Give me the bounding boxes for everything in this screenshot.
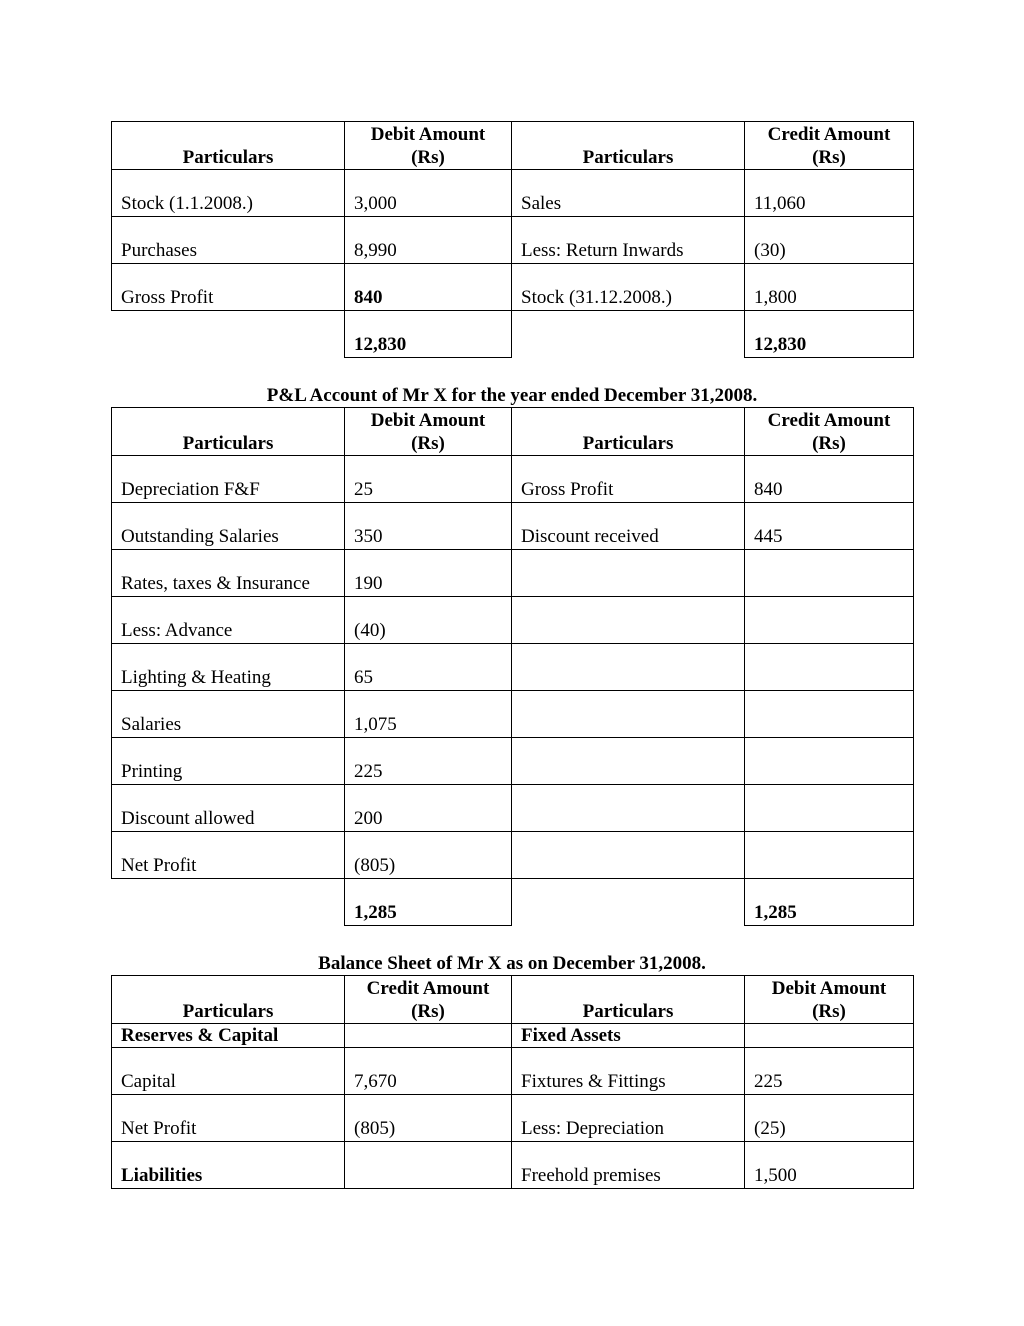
pl-account-title: P&L Account of Mr X for the year ended December 31,2008. [266, 385, 758, 406]
total-row [112, 879, 914, 926]
cell: 840 [345, 264, 512, 311]
cell: 840 [745, 456, 914, 503]
cell: Less: Depreciation [512, 1095, 745, 1142]
section-reserves-capital: Reserves & Capital [112, 1024, 345, 1048]
cell [745, 597, 914, 644]
cell: (805) [345, 1095, 512, 1142]
col-header-particulars: Particulars [512, 408, 745, 456]
empty-cell [112, 311, 345, 358]
cell [512, 644, 745, 691]
cell: Sales [512, 170, 745, 217]
table-row [112, 1095, 914, 1142]
cell: (40) [345, 597, 512, 644]
cell [745, 644, 914, 691]
cell [512, 738, 745, 785]
pl-account-table [111, 407, 914, 926]
table-row [112, 456, 914, 503]
cell [745, 691, 914, 738]
col-header-credit: Credit Amount (Rs) [745, 122, 914, 170]
cell [345, 1142, 512, 1189]
trading-account-table [111, 121, 914, 358]
cell: 25 [345, 456, 512, 503]
cell: 65 [345, 644, 512, 691]
cell: Printing [112, 738, 345, 785]
cell: 1,800 [745, 264, 914, 311]
cell: 3,000 [345, 170, 512, 217]
empty-cell [345, 1024, 512, 1048]
col-header-particulars: Particulars [512, 122, 745, 170]
empty-cell [745, 1024, 914, 1048]
total-row [112, 311, 914, 358]
cell: 11,060 [745, 170, 914, 217]
cell [745, 550, 914, 597]
section-row [112, 1024, 914, 1048]
cell: 445 [745, 503, 914, 550]
cell: (805) [345, 832, 512, 879]
table-row [112, 264, 914, 311]
cell: 350 [345, 503, 512, 550]
empty-cell [512, 311, 745, 358]
section-fixed-assets: Fixed Assets [512, 1024, 745, 1048]
total-credit: 1,285 [745, 879, 914, 926]
table-row [112, 738, 914, 785]
cell: Stock (1.1.2008.) [112, 170, 345, 217]
cell: Gross Profit [512, 456, 745, 503]
table-row [112, 691, 914, 738]
balance-sheet-table [111, 975, 914, 1189]
cell: 1,075 [345, 691, 512, 738]
col-header-particulars: Particulars [112, 122, 345, 170]
table-header-row [112, 122, 914, 170]
cell [745, 738, 914, 785]
col-header-credit: Credit Amount (Rs) [345, 976, 512, 1024]
empty-cell [512, 879, 745, 926]
cell: (30) [745, 217, 914, 264]
cell: 7,670 [345, 1048, 512, 1095]
table-row [112, 832, 914, 879]
cell: Lighting & Heating [112, 644, 345, 691]
cell: 1,500 [745, 1142, 914, 1189]
table-header-row [112, 408, 914, 456]
cell [512, 832, 745, 879]
cell [745, 785, 914, 832]
cell: Rates, taxes & Insurance [112, 550, 345, 597]
empty-cell [112, 879, 345, 926]
cell [745, 832, 914, 879]
cell: Gross Profit [112, 264, 345, 311]
table-row [112, 785, 914, 832]
table-row [112, 644, 914, 691]
table-row [112, 597, 914, 644]
cell: Less: Advance [112, 597, 345, 644]
cell: 8,990 [345, 217, 512, 264]
cell: Fixtures & Fittings [512, 1048, 745, 1095]
balance-sheet-title: Balance Sheet of Mr X as on December 31,2008. [318, 953, 706, 974]
total-debit: 12,830 [345, 311, 512, 358]
table-row [112, 1142, 914, 1189]
cell: Discount allowed [112, 785, 345, 832]
cell [512, 550, 745, 597]
cell: Purchases [112, 217, 345, 264]
col-header-debit: Debit Amount (Rs) [345, 122, 512, 170]
cell: Discount received [512, 503, 745, 550]
col-header-debit: Debit Amount (Rs) [745, 976, 914, 1024]
col-header-credit: Credit Amount (Rs) [745, 408, 914, 456]
cell: Net Profit [112, 832, 345, 879]
cell: Net Profit [112, 1095, 345, 1142]
col-header-particulars: Particulars [112, 976, 345, 1024]
col-header-debit: Debit Amount (Rs) [345, 408, 512, 456]
total-credit: 12,830 [745, 311, 914, 358]
cell [512, 785, 745, 832]
cell: Capital [112, 1048, 345, 1095]
cell [512, 597, 745, 644]
cell: Liabilities [112, 1142, 345, 1189]
table-row [112, 550, 914, 597]
cell: Less: Return Inwards [512, 217, 745, 264]
table-row [112, 170, 914, 217]
cell: Salaries [112, 691, 345, 738]
table-row [112, 1048, 914, 1095]
cell: Depreciation F&F [112, 456, 345, 503]
total-debit: 1,285 [345, 879, 512, 926]
cell: 225 [345, 738, 512, 785]
cell: 200 [345, 785, 512, 832]
cell: Stock (31.12.2008.) [512, 264, 745, 311]
cell: 190 [345, 550, 512, 597]
col-header-particulars: Particulars [512, 976, 745, 1024]
table-row [112, 503, 914, 550]
cell: Freehold premises [512, 1142, 745, 1189]
cell: (25) [745, 1095, 914, 1142]
cell: 225 [745, 1048, 914, 1095]
cell [512, 691, 745, 738]
table-header-row [112, 976, 914, 1024]
table-row [112, 217, 914, 264]
col-header-particulars: Particulars [112, 408, 345, 456]
cell: Outstanding Salaries [112, 503, 345, 550]
